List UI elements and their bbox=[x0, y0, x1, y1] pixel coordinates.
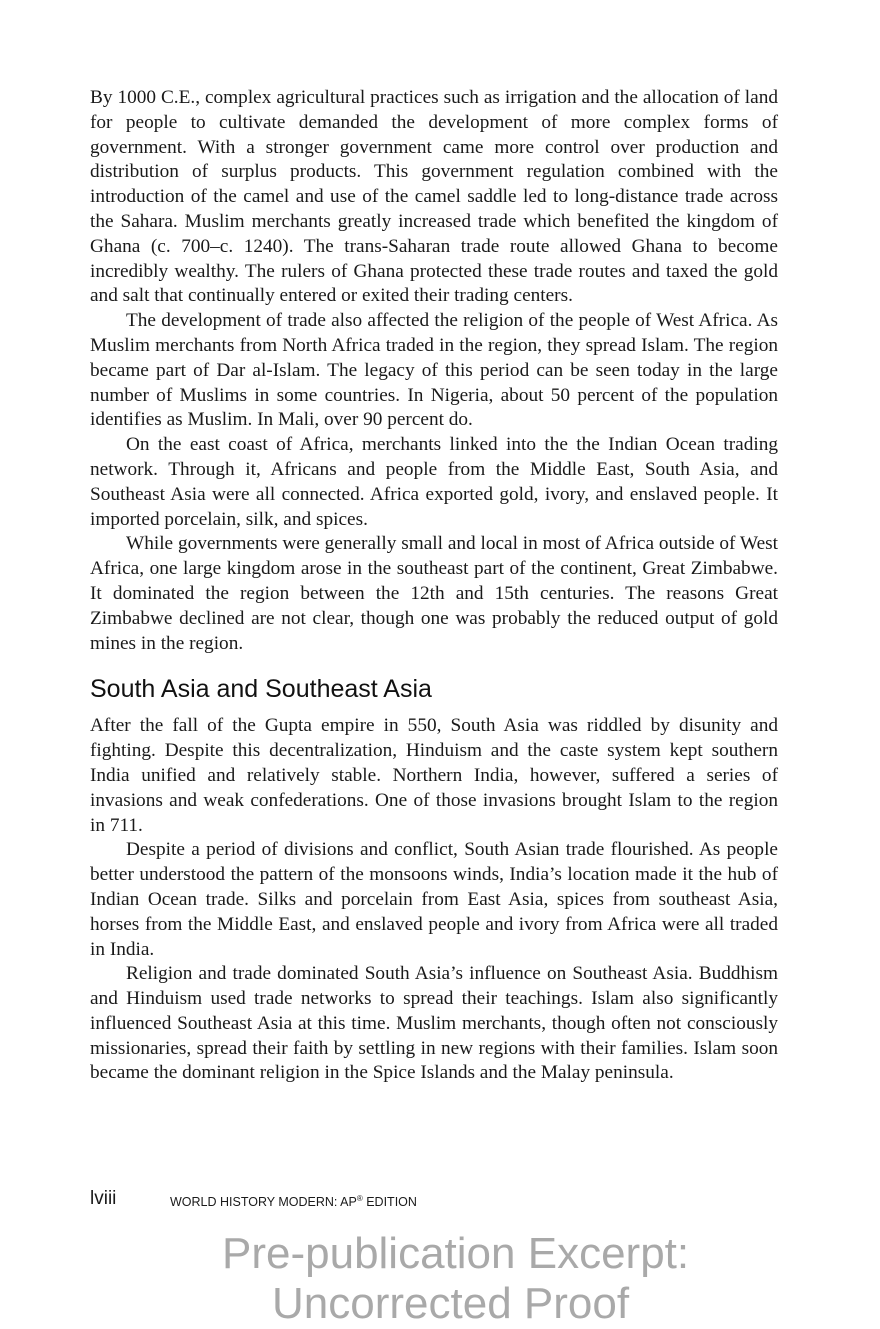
running-title-end: EDITION bbox=[362, 1195, 417, 1209]
paragraph: While governments were generally small and local in most of Africa outside of West Africa, one large kingdom arose in the southeast part of the continent, Great Zimbabwe. It dominated the region between the 12th and 15th centuries. The reasons Great Zimbabwe declined are not clear, though one was probably the reduced output of gold mines in the region. bbox=[90, 533, 778, 654]
paragraph: The development of trade also affected the religion of the people of West Africa. As Muslim merchants from North Africa traded in the region, they spread Islam. The region became part of Dar al-Islam. The legacy of this period can be seen today in the large number of Muslims in some countries. In Nigeria, about 50 percent of the population identifies as Muslim. In Mali, over 90 percent do. bbox=[90, 310, 778, 431]
watermark-line-2: Uncorrected Proof bbox=[272, 1279, 630, 1328]
registered-mark: ® bbox=[356, 1193, 363, 1203]
paragraph: Despite a period of divisions and conflict, South Asian trade flourished. As people better understood the pattern of the monsoons winds, India’s location made it the hub of Indian Ocean trade. Silks and porcelain from East Asia, spices from southeast Asia, horses from the Middle East, and enslaved people and ivory from Africa were all traded in India. bbox=[90, 839, 778, 960]
paragraph: After the fall of the Gupta empire in 550, South Asia was riddled by disunity and fighting. Despite this decentralization, Hinduism and the caste system kept southern India unified and relatively stable. Northern India, however, suffered a series of invasions and weak confederations. One of those invasions brought Islam to the region in 711. bbox=[90, 715, 778, 836]
body-text bbox=[90, 86, 778, 1086]
paragraph: Religion and trade dominated South Asia’s influence on Southeast Asia. Buddhism and Hinduism used trade networks to spread their teachings. Islam also significantly influenced Southeast Asia at this time. Muslim merchants, though often not consciously missionaries, spread their faith by settling in new regions with their families. Islam soon became the dominant religion in the Spice Islands and the Malay peninsula. bbox=[90, 963, 778, 1084]
watermark-line-1: Pre-publication Excerpt: bbox=[222, 1229, 690, 1278]
paragraph: On the east coast of Africa, merchants linked into the the Indian Ocean trading network. Through it, Africans and people from the Middle East, South Asia, and Southeast Asia were all connected. Africa exported gold, ivory, and enslaved people. It imported porcelain, silk, and spices. bbox=[90, 434, 778, 530]
paragraph: By 1000 C.E., complex agricultural practices such as irrigation and the allocation of land for people to cultivate demanded the development of more complex forms of government. With a stronger government came more control over production and distribution of surplus products. This government regulation combined with the introduction of the camel and use of the camel saddle led to long-distance trade across the Sahara. Muslim merchants greatly increased trade which benefited the kingdom of Ghana (c. 700–c. 1240). The trans-Saharan trade route allowed Ghana to become incredibly wealthy. The rulers of Ghana protected these trade routes and taxed the gold and salt that continually entered or exited their trading centers. bbox=[90, 87, 778, 307]
running-title-text: WORLD HISTORY MODERN: AP bbox=[170, 1195, 357, 1209]
page-number: lviii bbox=[90, 1188, 117, 1209]
section-heading: South Asia and Southeast Asia bbox=[90, 675, 432, 704]
running-title bbox=[170, 1195, 417, 1210]
